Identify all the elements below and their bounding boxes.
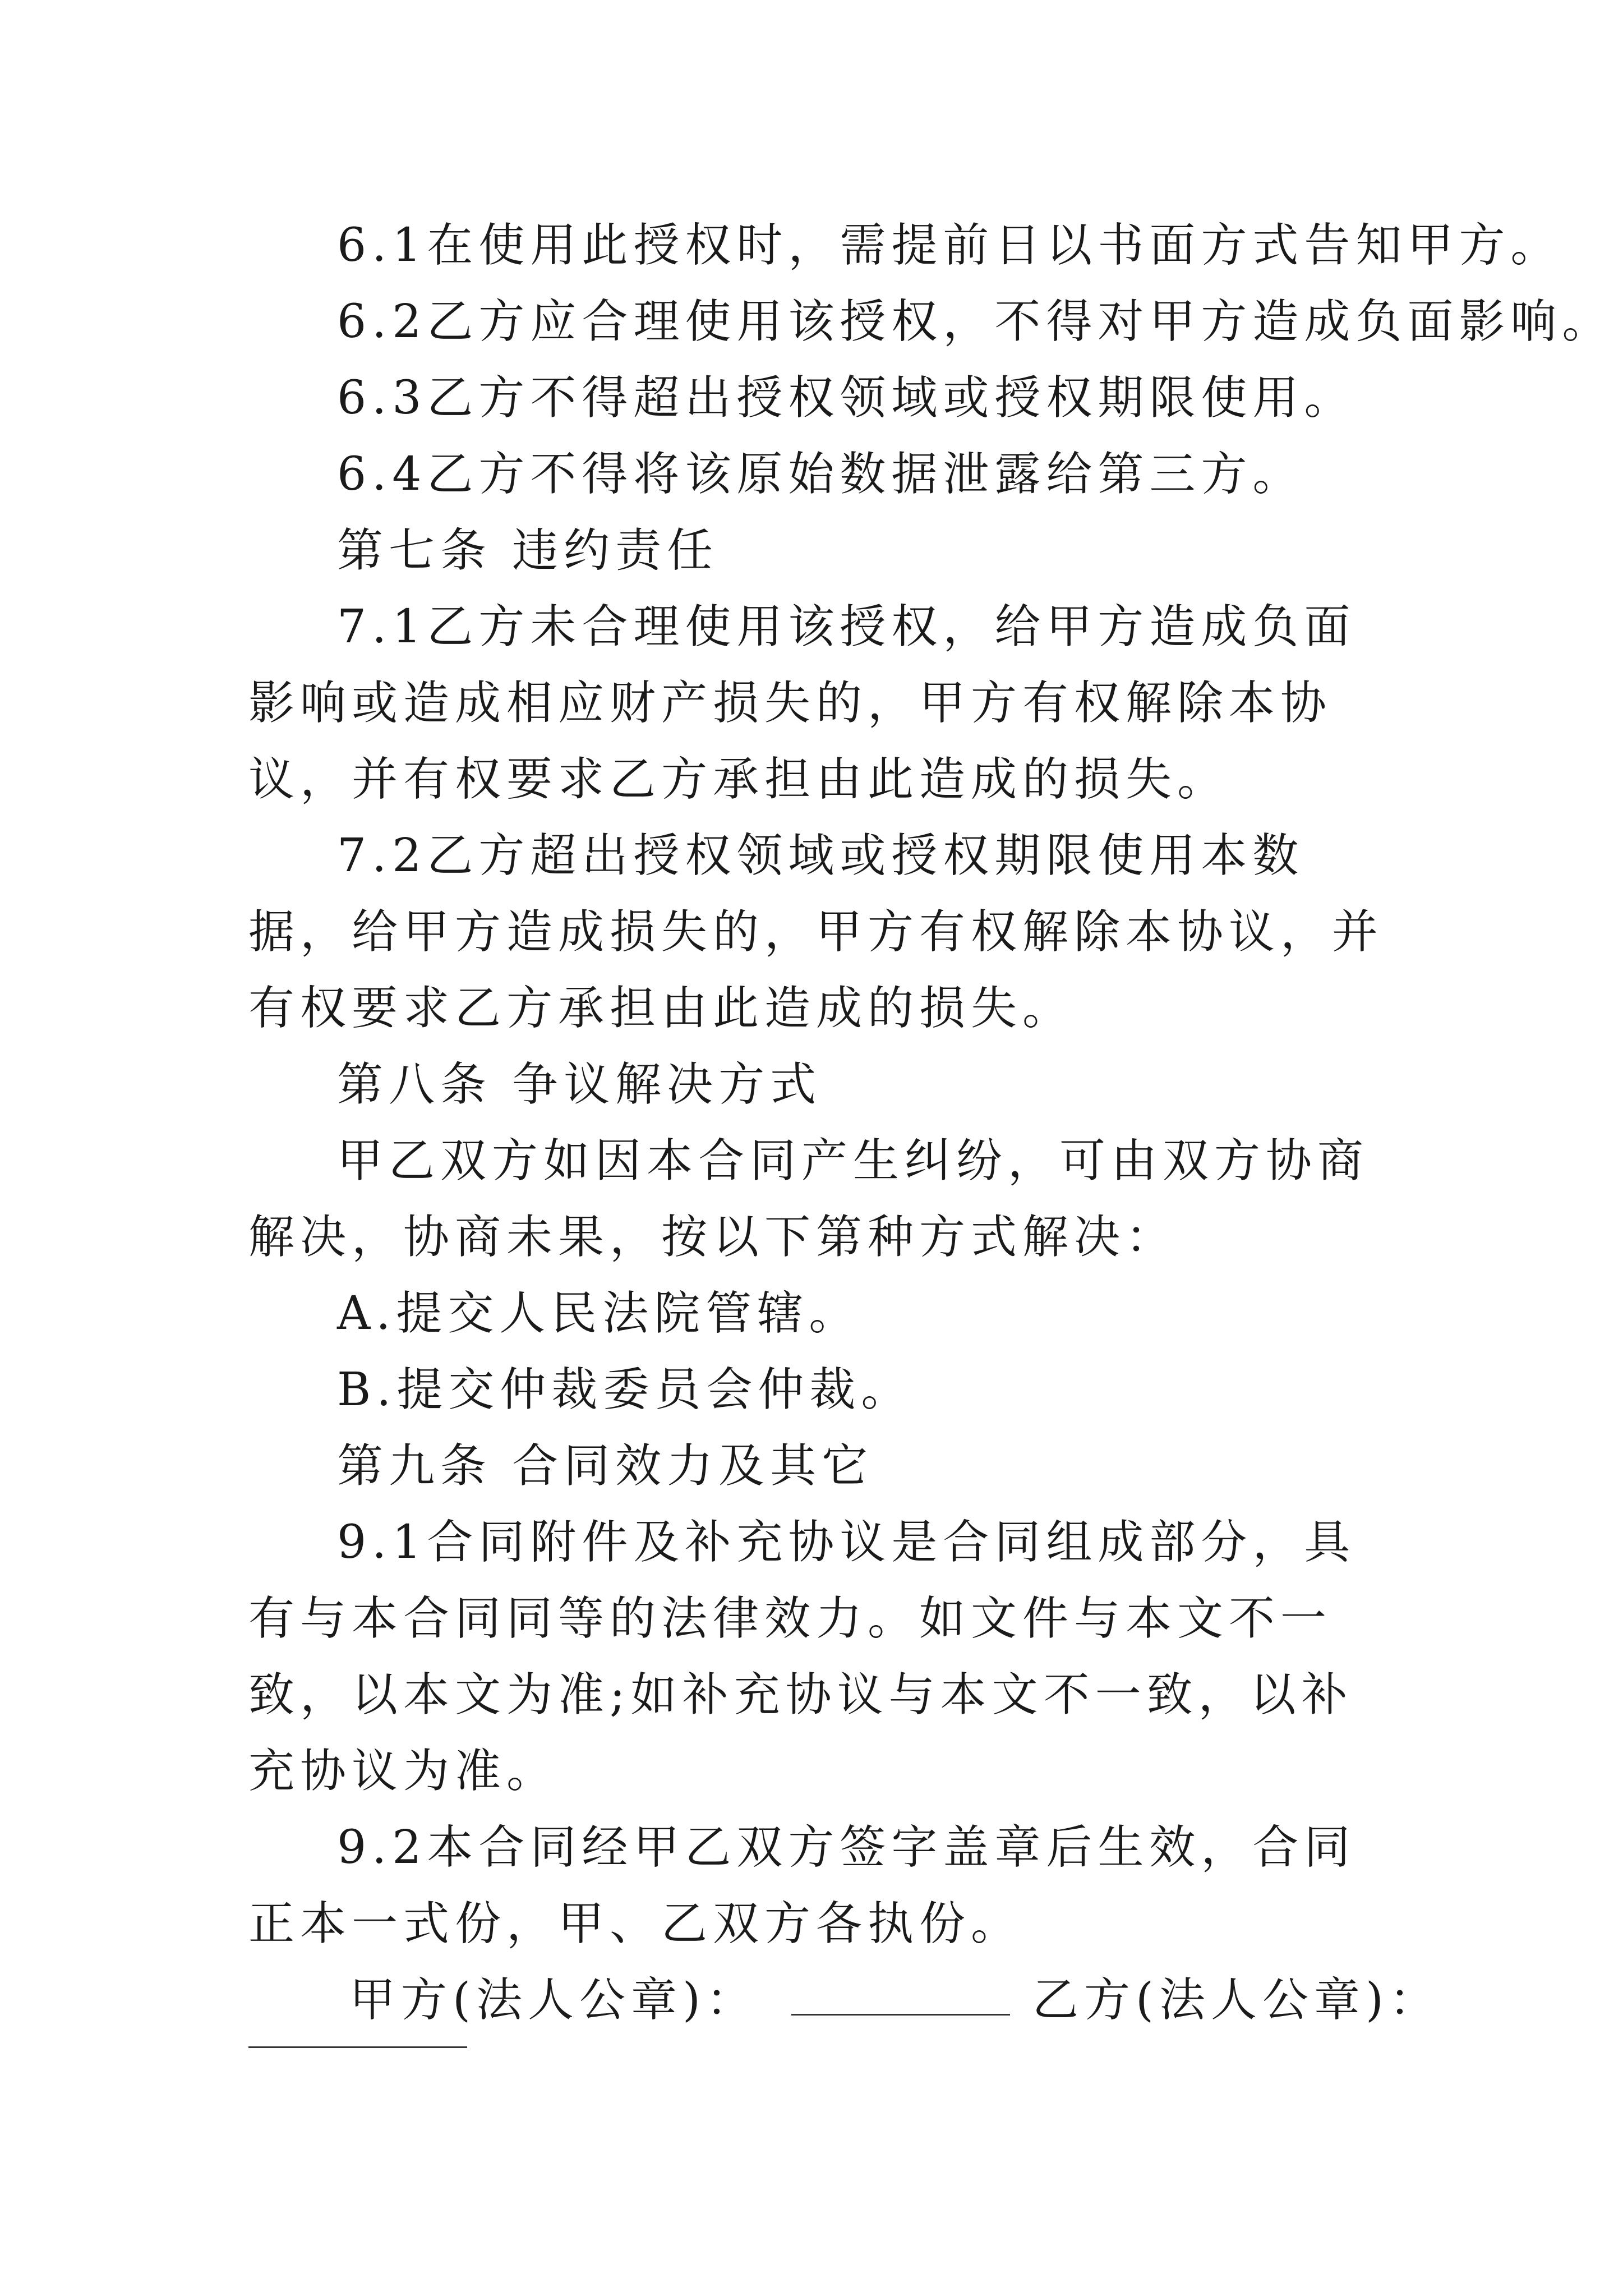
dispute-resolution-text: 甲乙双方如因本合同产生纠纷，可由双方协商解决，协商未果，按以下第种方式解决：	[248, 1134, 1370, 1264]
party-a-signature-line	[791, 1972, 1010, 2016]
clause-6-2: 6.2乙方应合理使用该授权，不得对甲方造成负面影响。	[337, 295, 1614, 348]
signature-row	[248, 1962, 1441, 2039]
clause-6-3: 6.3乙方不得超出授权领域或授权期限使用。	[337, 371, 1356, 425]
article-8-heading: 第八条 争议解决方式	[337, 1058, 822, 1111]
clause-9-2: 9.2本合同经甲乙双方签字盖章后生效，合同正本一式份，甲、乙双方各执份。	[248, 1821, 1356, 1950]
article-9-heading: 第九条 合同效力及其它	[337, 1439, 874, 1493]
party-b-signature-label: 乙方(法人公章)：	[1032, 1973, 1441, 2027]
option-a: A.提交人民法院管辖。	[337, 1287, 861, 1340]
article-7-heading: 第七条 违约责任	[337, 524, 719, 577]
clause-9-1: 9.1合同附件及补充协议是合同组成部分，具有与本合同同等的法律效力。如文件与本文不一致，以本文为准;如补充协议与本文不一致，以补充协议为准。	[248, 1516, 1356, 1798]
party-b-signature-line	[248, 2046, 467, 2048]
clause-7-2: 7.2乙方超出授权领域或授权期限使用本数据，给甲方造成损失的，甲方有权解除本协议，并有权要求乙方承担由此造成的损失。	[248, 829, 1384, 1035]
party-a-signature-label: 甲方(法人公章)：	[349, 1973, 758, 2027]
clause-6-4: 6.4乙方不得将该原始数据泄露给第三方。	[337, 448, 1304, 501]
option-b: B.提交仲裁委员会仲裁。	[337, 1363, 913, 1416]
clause-7-1: 7.1乙方未合理使用该授权，给甲方造成负面影响或造成相应财产损失的，甲方有权解除本协议，并有权要求乙方承担由此造成的损失。	[248, 600, 1356, 806]
clause-6-1: 6.1在使用此授权时，需提前日以书面方式告知甲方。	[337, 219, 1562, 272]
document-body	[248, 208, 1614, 2048]
